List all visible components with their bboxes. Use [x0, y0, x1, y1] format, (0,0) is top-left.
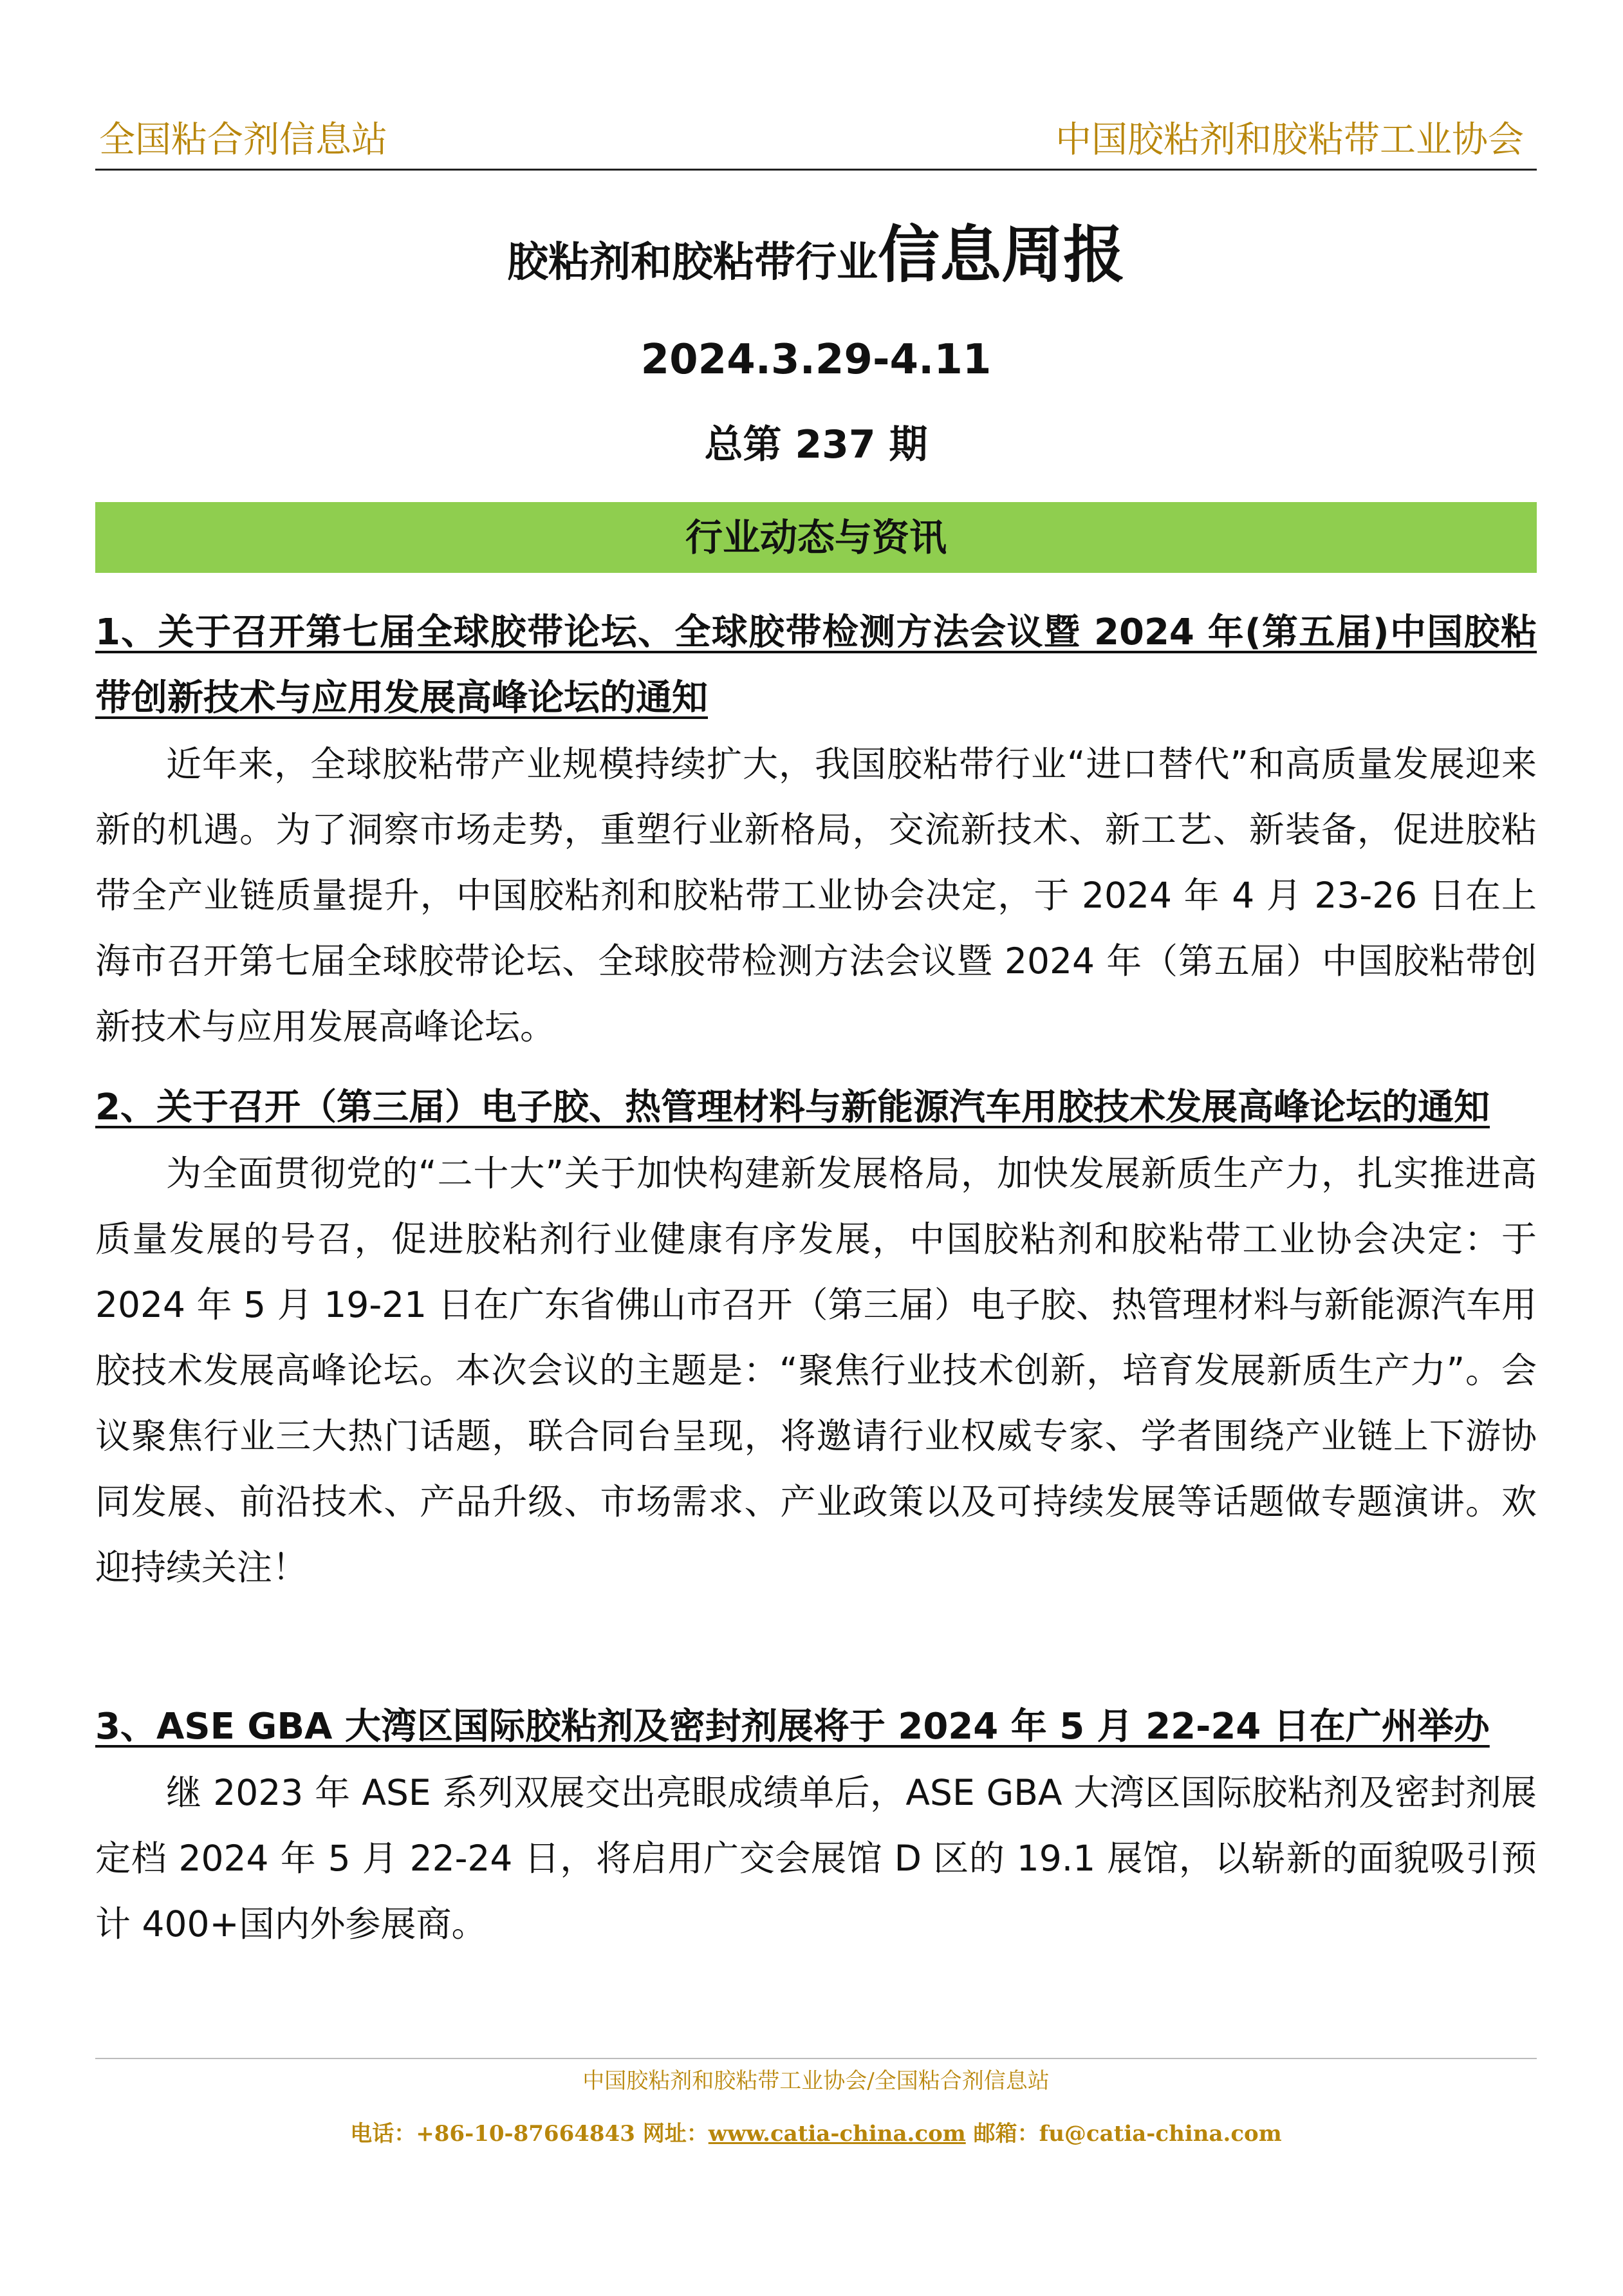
article [95, 1075, 1537, 1600]
page-header [95, 117, 1537, 171]
footer-phone-label: 电话： [350, 2121, 416, 2147]
footer-website-label: 网址： [635, 2121, 709, 2147]
article-heading: 2、关于召开（第三届）电子胶、热管理材料与新能源汽车用胶技术发展高峰论坛的通知 [95, 1087, 1490, 1128]
article-body: 继 2023 年 ASE 系列双展交出亮眼成绩单后，ASE GBA 大湾区国际胶粘剂及密封剂展定档 2024 年 5 月 22-24 日，将启用广交会展馆 D 区的 19.1 展馆，以崭新的面貌吸引预计 400+国内外参展商。 [95, 1772, 1537, 1945]
footer-email[interactable]: fu@catia-china.com [1039, 2121, 1282, 2147]
header-right-association-name: 中国胶粘剂和胶粘带工业协会 [1055, 119, 1524, 161]
footer-divider [95, 2058, 1537, 2059]
footer-phone: +86-10-87664843 [416, 2121, 635, 2147]
header-left-site-name: 全国粘合剂信息站 [99, 119, 387, 161]
footer-contact [95, 2118, 1537, 2150]
article-heading: 3、ASE GBA 大湾区国际胶粘剂及密封剂展将于 2024 年 5 月 22-24 日在广州举办 [95, 1706, 1490, 1748]
article [95, 1694, 1537, 1957]
report-title-prefix: 胶粘剂和胶粘带行业 [507, 239, 878, 286]
article [95, 600, 1537, 1059]
footer-website-link[interactable]: www.catia-china.com [708, 2121, 966, 2147]
report-title-main: 信息周报 [878, 219, 1125, 291]
article-heading: 1、关于召开第七届全球胶带论坛、全球胶带检测方法会议暨 2024 年(第五届)中国胶粘带创新技术与应用发展高峰论坛的通知 [95, 611, 1537, 719]
article-body: 近年来，全球胶粘带产业规模持续扩大，我国胶粘带行业“进口替代”和高质量发展迎来新的机遇。为了洞察市场走势，重塑行业新格局，交流新技术、新工艺、新装备，促进胶粘带全产业链质量提升，中国胶粘剂和胶粘带工业协会决定，于 2024 年 4 月 23-26 日在上海市召开第七届全球胶带论坛、全球胶带检测方法会议暨 2024 年（第五届）中国胶粘带创新技术与应用发展高峰论坛。 [95, 743, 1537, 1047]
report-title [95, 206, 1537, 294]
footer-organization: 中国胶粘剂和胶粘带工业协会/全国粘合剂信息站 [582, 2068, 1050, 2094]
report-issue-number: 总第 237 期 [704, 422, 928, 467]
section-band [95, 502, 1537, 573]
article-body: 为全面贯彻党的“二十大”关于加快构建新发展格局，加快发展新质生产力，扎实推进高质量发展的号召，促进胶粘剂行业健康有序发展，中国胶粘剂和胶粘带工业协会决定：于 2024 年 5 月 19-21 日在广东省佛山市召开（第三届）电子胶、热管理材料与新能源汽车用胶技术发展高峰论坛。本次会议的主题是：“聚焦行业技术创新，培育发展新质生产力”。会议聚焦行业三大热门话题，联合同台呈现，将邀请行业权威专家、学者围绕产业链上下游协同发展、前沿技术、产品升级、市场需求、产业政策以及可持续发展等话题做专题演讲。欢迎持续关注！ [95, 1153, 1537, 1588]
section-title: 行业动态与资讯 [685, 516, 947, 559]
footer-email-label: 邮箱： [965, 2121, 1039, 2147]
report-date-range: 2024.3.29-4.11 [640, 336, 992, 384]
